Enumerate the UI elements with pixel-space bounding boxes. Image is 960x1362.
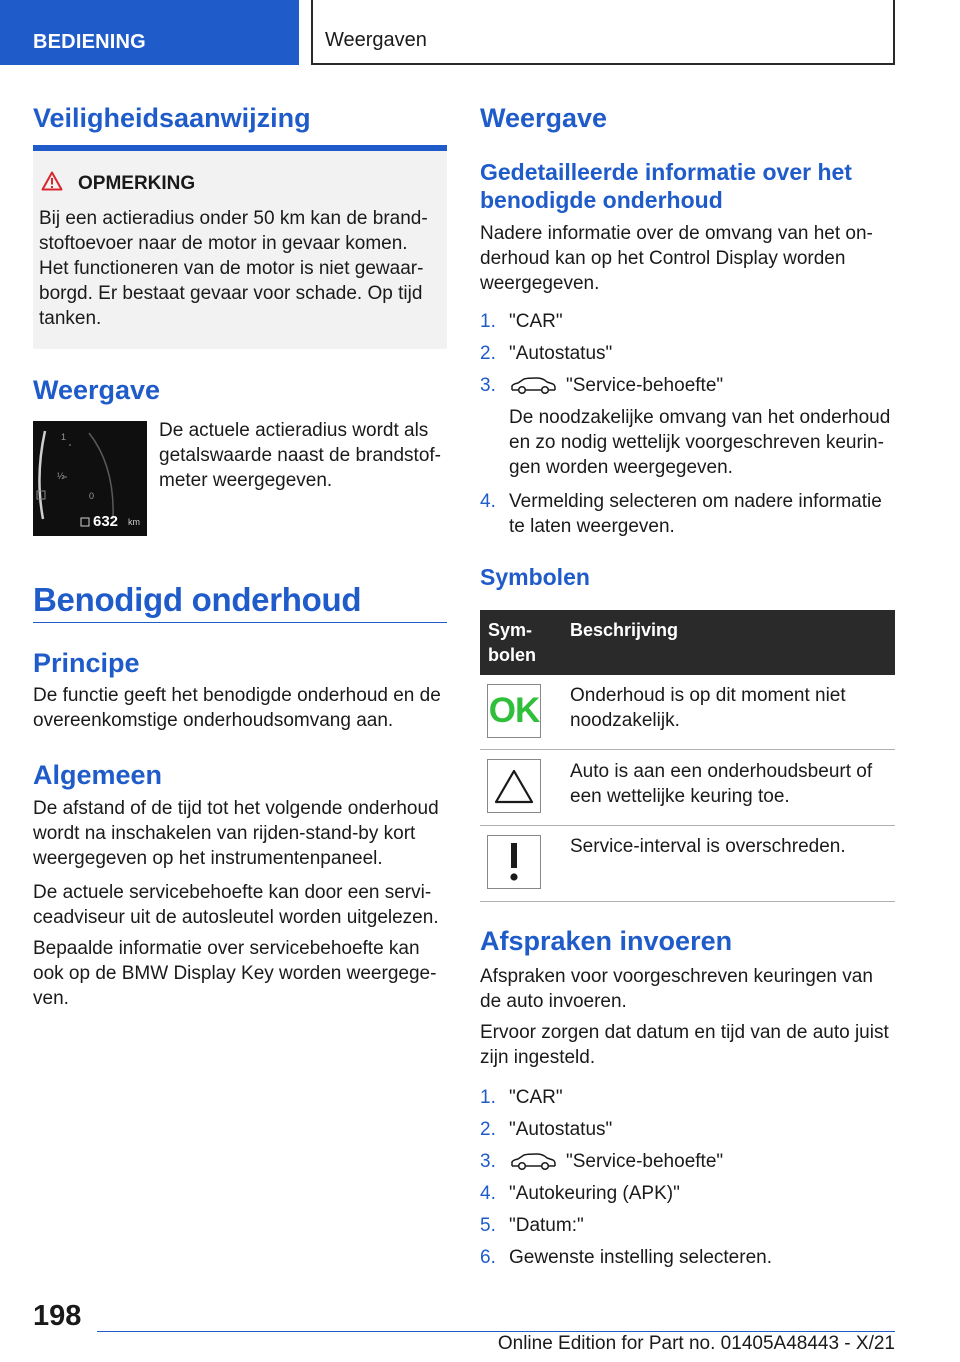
table-header: [480, 610, 895, 675]
text-line: Service-interval is overschreden.: [570, 836, 846, 857]
list-text: "Datum:": [509, 1215, 584, 1236]
list-text: "CAR": [509, 1087, 563, 1108]
warning-line: Bij een actieradius onder 50 km kan de brand-: [39, 208, 428, 229]
footer-rule: [97, 1331, 895, 1332]
safety-heading: Veiligheidsaanwijzing: [33, 103, 311, 133]
exclamation-symbol-icon: [487, 835, 541, 889]
text-line: De actuele actieradius wordt als: [159, 420, 429, 441]
footer-edition: Online Edition for Part no. 01405A48443 - X/21: [497, 1333, 895, 1354]
list-text: te laten weergeven.: [509, 516, 675, 537]
list-number: 2.: [480, 1119, 496, 1140]
gauge-range-value: 632: [93, 513, 119, 530]
appointments-paragraph-1: [480, 964, 900, 1014]
list-number: 6.: [480, 1247, 496, 1268]
header-line: bolen: [488, 645, 536, 665]
text-line: zijn ingesteld.: [480, 1047, 596, 1068]
text-line: Nadere informatie over de omvang van het on-: [480, 223, 873, 244]
text-line: getalswaarde naast de brandstof-: [159, 445, 442, 466]
display-heading-left: Weergave: [33, 375, 161, 405]
text-line: noodzakelijk.: [570, 710, 680, 731]
general-heading: Algemeen: [33, 760, 163, 790]
warning-line: tanken.: [39, 308, 102, 329]
chapter-title: Weergaven: [325, 29, 427, 51]
warning-icon: [41, 171, 63, 191]
warning-box: [33, 151, 447, 349]
text-line: De functie geeft het benodigde onderhoud en de: [33, 685, 441, 706]
warning-line: stoftoevoer naar de motor in gevaar komen.: [39, 233, 408, 254]
section-tab: [0, 0, 299, 65]
warning-title: OPMERKING: [78, 173, 196, 194]
main-heading: Benodigd onderhoud: [33, 581, 362, 618]
gauge-tick-top: 1: [61, 432, 67, 442]
list-text: "Autostatus": [509, 1119, 613, 1140]
list-text: "Autokeuring (APK)": [509, 1183, 680, 1204]
list-number: 3.: [480, 1151, 496, 1172]
text-line: De afstand of de tijd tot het volgende onderhoud: [33, 798, 439, 819]
car-icon: [509, 377, 557, 395]
text-line: een wettelijke keuring toe.: [570, 786, 790, 807]
text-line: Afspraken voor voorgeschreven keuringen van: [480, 966, 873, 987]
list-text: "Service-behoefte": [566, 375, 724, 396]
text-line: Ervoor zorgen dat datum en tijd van de auto juist: [480, 1022, 889, 1043]
text-line: overeenkomstige onderhoudsomvang aan.: [33, 710, 394, 731]
warning-text: [39, 206, 443, 331]
header-line: Sym-: [488, 620, 533, 640]
text-line: Onderhoud is op dit moment niet: [570, 685, 846, 706]
display-heading-right: Weergave: [480, 103, 608, 133]
text-line: ven.: [33, 988, 69, 1009]
car-icon: [509, 1153, 557, 1171]
list-number: 1.: [480, 1087, 496, 1108]
appointments-paragraph-2: [480, 1020, 900, 1070]
text-line: meter weergegeven.: [159, 470, 333, 491]
gauge-range-unit: km: [128, 517, 140, 527]
list-text: Gewenste instelling selecteren.: [509, 1247, 772, 1268]
text-line: derhoud kan op het Control Display worden: [480, 248, 846, 269]
detail-heading: [480, 158, 900, 214]
ok-symbol-text: OK: [488, 691, 540, 730]
symbols-heading: Symbolen: [480, 564, 590, 590]
warning-line: Het functioneren van de motor is niet gewaar-: [39, 258, 424, 279]
gauge-tick-mid: ½: [57, 471, 65, 481]
principle-heading: Principe: [33, 648, 140, 678]
warning-line: borgd. Er bestaat gevaar voor schade. Op tijd: [39, 283, 423, 304]
column-header-symbols: [488, 618, 536, 668]
principle-text: [33, 683, 453, 733]
text-line: weergegeven.: [480, 273, 600, 294]
fuel-gauge-image: [33, 421, 147, 536]
list-text: gen worden weergegeven.: [509, 457, 733, 478]
page-number: 198: [33, 1300, 82, 1332]
ok-symbol-icon: [487, 684, 541, 738]
main-heading-rule: [33, 622, 447, 623]
text-line: de auto invoeren.: [480, 991, 627, 1012]
list-text: "Autostatus": [509, 343, 613, 364]
display-text-left: [159, 418, 449, 493]
text-line: Bepaalde informatie over servicebehoefte kan: [33, 938, 420, 959]
list-number: 3.: [480, 375, 496, 396]
warning-triangle-symbol-icon: [487, 759, 541, 813]
text-line: ceadviseur uit de autosleutel worden uitgelezen.: [33, 907, 439, 928]
list-text: "Service-behoefte": [566, 1151, 724, 1172]
table-row-divider: [480, 749, 895, 750]
general-paragraph-3: [33, 936, 453, 1011]
table-cell-description: [570, 683, 890, 733]
text-line: weergegeven op het instrumentenpaneel.: [33, 848, 383, 869]
gauge-tick-bottom: 0: [89, 491, 95, 501]
text-line: wordt na inschakelen van rijden-stand-by kort: [33, 823, 416, 844]
heading-line: benodigde onderhoud: [480, 187, 723, 213]
list-text: en zo nodig wettelijk voorgeschreven keurin-: [509, 432, 884, 453]
text-line: Auto is aan een onderhoudsbeurt of: [570, 761, 873, 782]
appointments-heading: Afspraken invoeren: [480, 926, 733, 956]
general-paragraph-1: [33, 796, 453, 871]
text-line: ook op de BMW Display Key worden weergege-: [33, 963, 437, 984]
list-number: 5.: [480, 1215, 496, 1236]
section-title: BEDIENING: [33, 31, 146, 53]
list-number: 2.: [480, 343, 496, 364]
list-text: "CAR": [509, 311, 563, 332]
list-text: Vermelding selecteren om nadere informatie: [509, 491, 882, 512]
table-cell-description: [570, 759, 890, 809]
table-cell-description: [570, 834, 890, 859]
table-row-divider: [480, 901, 895, 902]
detail-text: [480, 221, 900, 296]
list-text: De noodzakelijke omvang van het onderhoud: [509, 407, 891, 428]
general-paragraph-2: [33, 880, 453, 930]
column-header-description: Beschrijving: [570, 620, 679, 640]
list-number: 4.: [480, 491, 496, 512]
table-row-divider: [480, 825, 895, 826]
heading-line: Gedetailleerde informatie over het: [480, 159, 852, 185]
list-number: 1.: [480, 311, 496, 332]
text-line: De actuele servicebehoefte kan door een servi-: [33, 882, 432, 903]
list-number: 4.: [480, 1183, 496, 1204]
chapter-tab: [311, 0, 895, 65]
